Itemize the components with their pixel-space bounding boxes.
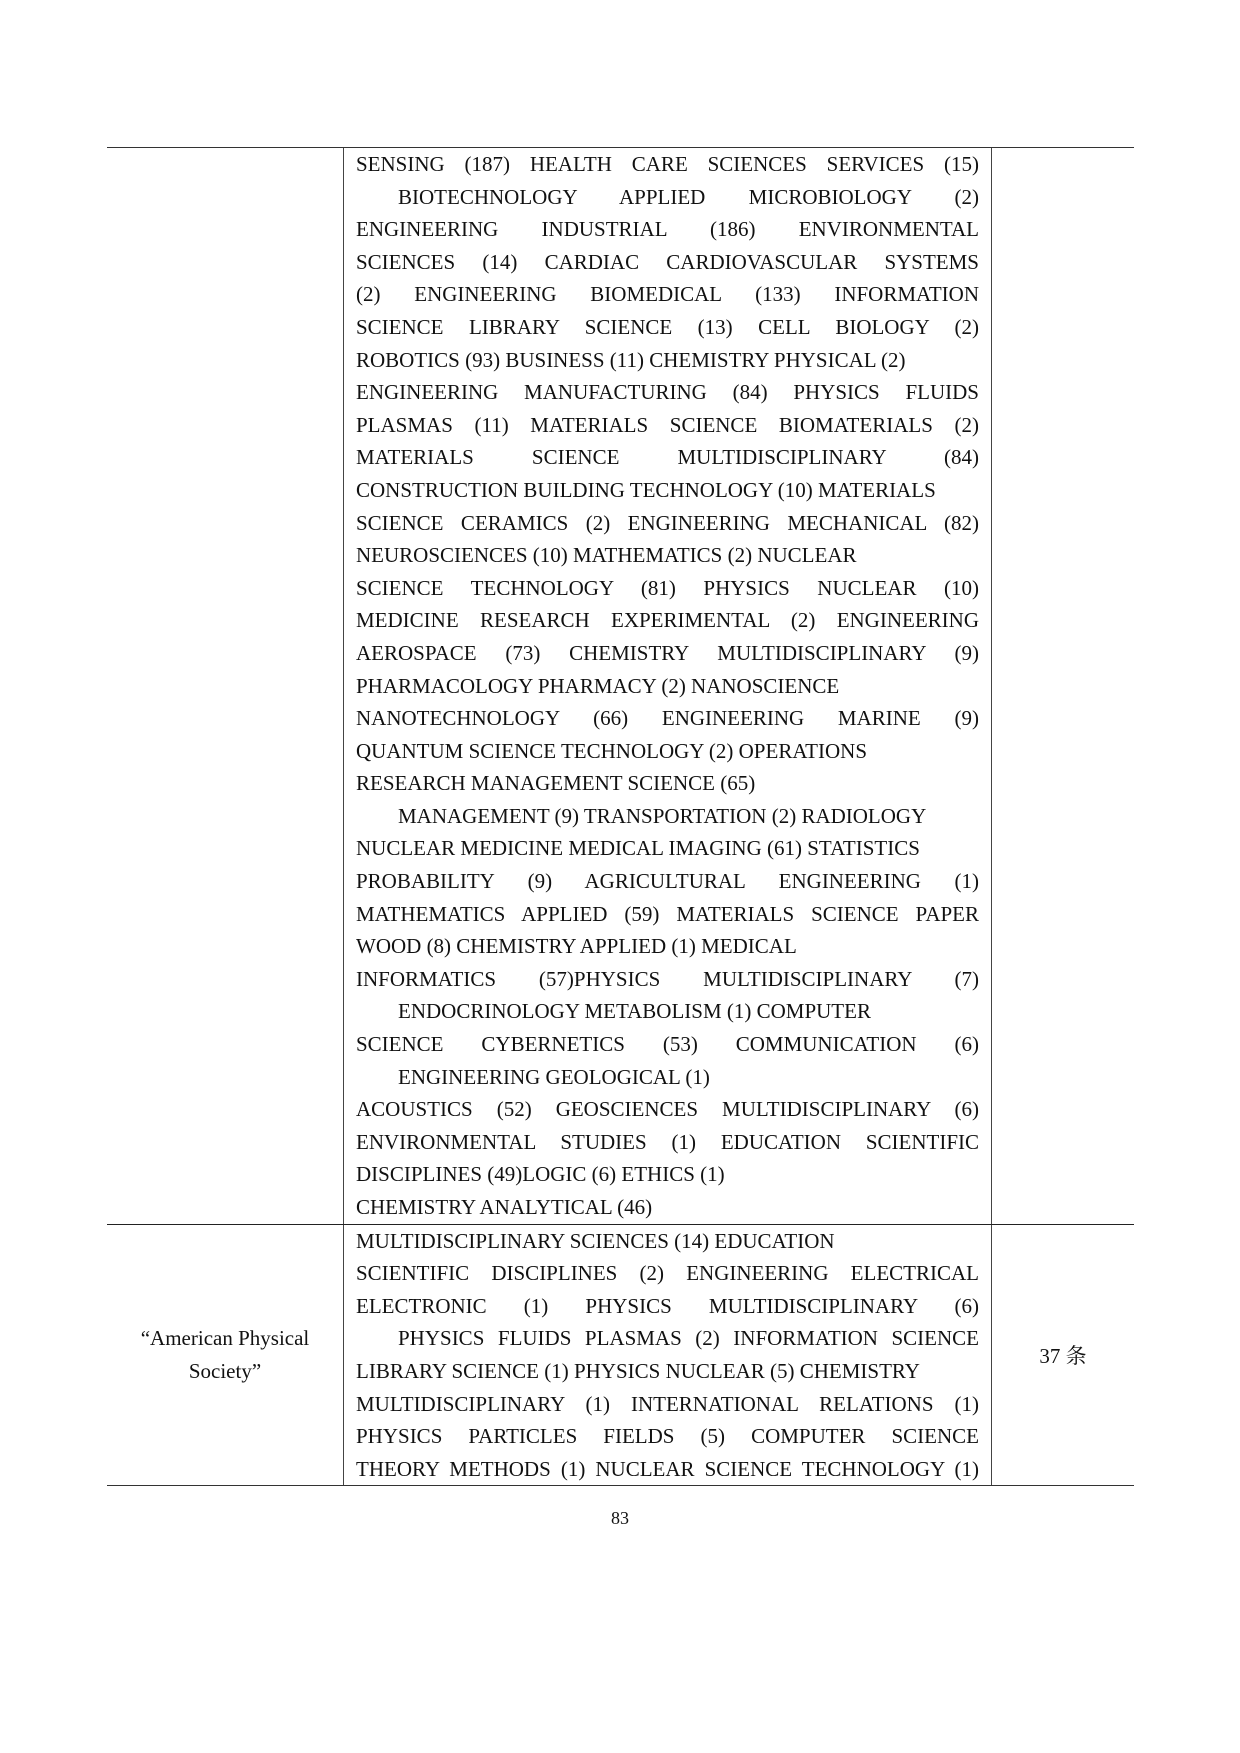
count-label: 37 条 xyxy=(1039,1343,1087,1368)
category-line: ELECTRONIC (1) PHYSICS MULTIDISCIPLINARY (6) xyxy=(356,1293,979,1318)
category-line: RESEARCH MANAGEMENT SCIENCE (65) xyxy=(356,771,756,796)
category-line: AEROSPACE (73) CHEMISTRY MULTIDISCIPLINARY (9) xyxy=(356,640,979,665)
category-line: ENVIRONMENTAL STUDIES (1) EDUCATION SCIENTIFIC xyxy=(356,1129,979,1154)
category-line: THEORY METHODS (1) NUCLEAR SCIENCE TECHNOLOGY (1) xyxy=(356,1456,979,1481)
category-line: MATHEMATICS APPLIED (59) MATERIALS SCIENCE PAPER xyxy=(356,901,979,926)
subject-table xyxy=(107,147,1134,1486)
category-line: QUANTUM SCIENCE TECHNOLOGY (2) OPERATIONS xyxy=(356,738,867,763)
category-line: MULTIDISCIPLINARY SCIENCES (14) EDUCATION xyxy=(356,1228,835,1253)
category-line: SCIENCE CERAMICS (2) ENGINEERING MECHANICAL (82) xyxy=(356,510,979,535)
category-line: SCIENCE CYBERNETICS (53) COMMUNICATION (6) xyxy=(356,1032,979,1057)
category-line: NANOTECHNOLOGY (66) ENGINEERING MARINE (9) xyxy=(356,706,979,731)
category-line: SCIENTIFIC DISCIPLINES (2) ENGINEERING ELECTRICAL xyxy=(356,1261,979,1286)
category-line: ROBOTICS (93) BUSINESS (11) CHEMISTRY PHYSICAL (2) xyxy=(356,347,906,372)
category-line: ENGINEERING GEOLOGICAL (1) xyxy=(398,1064,710,1089)
category-line: PHYSICS PARTICLES FIELDS (5) COMPUTER SCIENCE xyxy=(356,1424,979,1449)
page-number: 83 xyxy=(611,1508,629,1528)
categories-cell xyxy=(343,1225,992,1486)
category-line: CONSTRUCTION BUILDING TECHNOLOGY (10) MATERIALS xyxy=(356,477,936,502)
category-line: DISCIPLINES (49)LOGIC (6) ETHICS (1) xyxy=(356,1162,725,1187)
category-line: MANAGEMENT (9) TRANSPORTATION (2) RADIOLOGY xyxy=(398,803,927,828)
category-line: PROBABILITY (9) AGRICULTURAL ENGINEERING (1) xyxy=(356,869,979,894)
category-line: ACOUSTICS (52) GEOSCIENCES MULTIDISCIPLINARY (6) xyxy=(356,1097,979,1122)
categories-cell xyxy=(343,148,992,1224)
category-line: LIBRARY SCIENCE (1) PHYSICS NUCLEAR (5) CHEMISTRY xyxy=(356,1358,920,1383)
category-line: WOOD (8) CHEMISTRY APPLIED (1) MEDICAL xyxy=(356,934,797,959)
category-line: SCIENCE TECHNOLOGY (81) PHYSICS NUCLEAR (10) xyxy=(356,575,979,600)
category-line: PLASMAS (11) MATERIALS SCIENCE BIOMATERIALS (2) xyxy=(356,412,979,437)
category-line: ENGINEERING INDUSTRIAL (186) ENVIRONMENTAL xyxy=(356,217,979,242)
category-line: PHARMACOLOGY PHARMACY (2) NANOSCIENCE xyxy=(356,673,840,698)
source-cell xyxy=(107,148,343,1224)
category-line: SCIENCE LIBRARY SCIENCE (13) CELL BIOLOGY (2) xyxy=(356,314,979,339)
category-line: MULTIDISCIPLINARY (1) INTERNATIONAL RELATIONS (1) xyxy=(356,1391,979,1416)
category-line: SCIENCES (14) CARDIAC CARDIOVASCULAR SYSTEMS xyxy=(356,249,979,274)
category-line: ENGINEERING MANUFACTURING (84) PHYSICS FLUIDS xyxy=(356,380,979,405)
table-row xyxy=(107,148,1134,1224)
category-line: BIOTECHNOLOGY APPLIED MICROBIOLOGY (2) xyxy=(398,184,979,209)
category-line: NEUROSCIENCES (10) MATHEMATICS (2) NUCLEAR xyxy=(356,543,857,568)
category-line: ENDOCRINOLOGY METABOLISM (1) COMPUTER xyxy=(398,999,871,1024)
table-row xyxy=(107,1224,1134,1486)
category-line: (2) ENGINEERING BIOMEDICAL (133) INFORMATION xyxy=(356,282,979,307)
source-label: “American Physical Society” xyxy=(140,1326,310,1383)
category-line: MATERIALS SCIENCE MULTIDISCIPLINARY (84) xyxy=(356,445,979,470)
count-cell xyxy=(992,148,1134,1224)
count-cell xyxy=(992,1225,1134,1486)
category-line: INFORMATICS (57)PHYSICS MULTIDISCIPLINARY (7) xyxy=(356,966,979,991)
category-line: NUCLEAR MEDICINE MEDICAL IMAGING (61) STATISTICS xyxy=(356,836,920,861)
category-line: PHYSICS FLUIDS PLASMAS (2) INFORMATION SCIENCE xyxy=(398,1326,979,1351)
source-cell xyxy=(107,1225,343,1486)
category-line: SENSING (187) HEALTH CARE SCIENCES SERVICES (15) xyxy=(356,152,979,176)
category-line: MEDICINE RESEARCH EXPERIMENTAL (2) ENGINEERING xyxy=(356,608,979,633)
category-line: CHEMISTRY ANALYTICAL (46) xyxy=(356,1195,653,1219)
